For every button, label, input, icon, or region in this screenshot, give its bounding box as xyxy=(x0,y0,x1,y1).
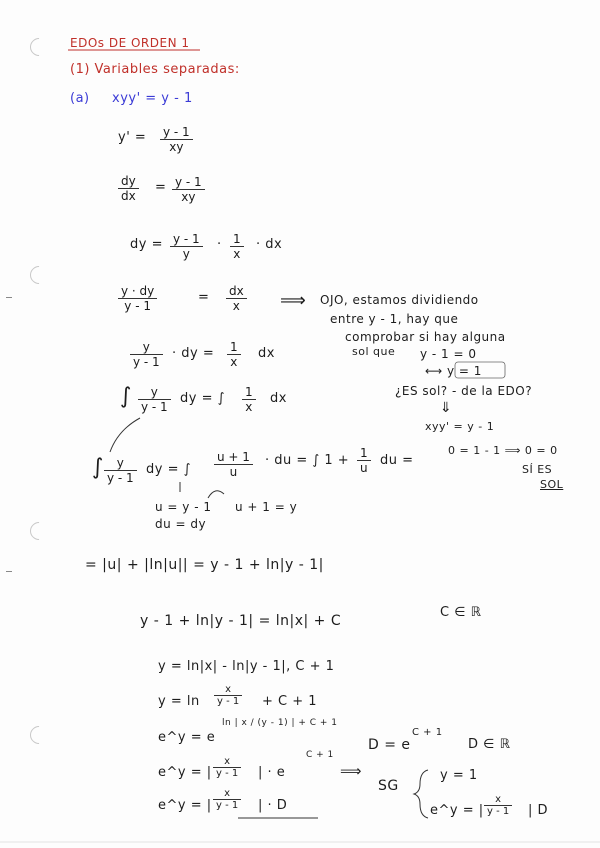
step-6-fraction-right: $\frac{1}{x}$ xyxy=(242,385,256,414)
sg-brace xyxy=(414,770,428,818)
step-14-tail: | · D xyxy=(258,798,288,813)
sub-arc xyxy=(208,491,224,498)
note-line-9: xyy' = y - 1 xyxy=(425,420,495,433)
step-9-constant: C ∈ ℝ xyxy=(440,605,482,620)
step-7-tail-1: · du = ∫ 1 + xyxy=(265,453,350,468)
step-13-tail: | · e xyxy=(258,765,286,780)
general-solution-label: SG xyxy=(378,778,399,794)
step-12-exponent: ln | x / (y - 1) | + C + 1 xyxy=(222,718,338,728)
note-line-3: comprobar si hay alguna xyxy=(345,330,506,344)
step-3-fraction-2: $\frac{1}{x}$ xyxy=(230,232,244,261)
step-6-tail: dx xyxy=(270,391,287,406)
integral-sign: ∫ xyxy=(92,455,104,480)
d-set: D ∈ ℝ xyxy=(468,737,511,752)
step-2-dydx: $\frac{dy}{dx}$ xyxy=(118,174,139,203)
note-line-5: y - 1 = 0 xyxy=(420,347,477,361)
note-line-10: 0 = 1 - 1 ⟹ 0 = 0 xyxy=(448,444,558,457)
step-14-fraction: $\frac{x}{y - 1}$ xyxy=(213,788,241,811)
step-7-u-fraction: $\frac{u + 1}{u}$ xyxy=(214,450,253,479)
d-definition-exponent: C + 1 xyxy=(412,727,443,738)
step-14-lhs: e^y = | xyxy=(158,798,212,813)
step-7-one-over-u: $\frac{1}{u}$ xyxy=(357,446,371,475)
boxed-y1 xyxy=(455,362,505,378)
implies-arrow: ⟹ xyxy=(340,762,363,780)
step-2-equals: = xyxy=(155,180,167,195)
step-5-tail: dx xyxy=(258,346,275,361)
substitution-3: du = dy xyxy=(155,517,207,531)
curve-arrow xyxy=(110,418,140,452)
substitution-2: u + 1 = y xyxy=(235,500,298,514)
integral-sign: ∫ xyxy=(120,384,132,409)
general-solution-line-1: y = 1 xyxy=(440,768,478,783)
step-1-fraction: $\frac{y - 1}{xy}$ xyxy=(160,125,193,154)
step-13-fraction: $\frac{x}{y - 1}$ xyxy=(213,756,241,779)
step-12-lhs: e^y = e xyxy=(158,730,216,745)
note-line-8: ⇓ xyxy=(440,400,453,416)
step-5-fraction-left: $\frac{y}{y - 1}$ xyxy=(130,340,163,369)
step-10: y = ln|x| - ln|y - 1|, C + 1 xyxy=(158,659,335,674)
step-7-mid: dy = ∫ xyxy=(146,462,191,477)
step-1-lhs: y' = xyxy=(118,130,147,145)
page-title: EDOs DE ORDEN 1 xyxy=(70,36,190,50)
step-7-tail-2: du = xyxy=(380,453,414,468)
item-label: (a) xyxy=(70,91,90,106)
step-7-fraction-left: $\frac{y}{y - 1}$ xyxy=(104,456,137,485)
step-3-lhs: dy = xyxy=(130,237,163,252)
step-5-mid: · dy = xyxy=(172,346,215,361)
note-line-4: sol que xyxy=(352,345,396,358)
note-line-6: ⟷ y = 1 xyxy=(425,364,482,378)
note-line-7: ¿ES sol? - de la EDO? xyxy=(395,384,533,398)
general-solution-line-2: e^y = | xyxy=(430,803,484,818)
step-11-lhs: y = ln xyxy=(158,694,200,709)
step-3-tail: · dx xyxy=(256,237,283,252)
general-solution-fraction: $\frac{x}{y - 1}$ xyxy=(484,794,512,817)
step-13-exponent: C + 1 xyxy=(306,750,334,760)
step-3-dot: · xyxy=(217,237,222,252)
step-13-lhs: e^y = | xyxy=(158,765,212,780)
implies-arrow: ⟹ xyxy=(280,290,307,311)
general-solution-tail: | D xyxy=(528,803,549,818)
step-5-fraction-right: $\frac{1}{x}$ xyxy=(227,340,241,369)
section-heading: (1) Variables separadas: xyxy=(70,62,240,77)
step-9: y - 1 + ln|y - 1| = ln|x| + C xyxy=(140,613,342,629)
step-3-fraction-1: $\frac{y - 1}{y}$ xyxy=(170,232,203,261)
note-line-2: entre y - 1, hay que xyxy=(330,312,459,326)
note-line-11: SÍ ES xyxy=(522,463,553,476)
step-4-equals: = xyxy=(198,290,210,305)
step-4-fraction-right: $\frac{dx}{x}$ xyxy=(226,284,247,313)
note-line-12: SOL xyxy=(540,478,564,491)
d-definition: D = e xyxy=(368,737,411,753)
substitution-1: u = y - 1 xyxy=(155,500,212,514)
step-6-fraction-left: $\frac{y}{y - 1}$ xyxy=(138,385,171,414)
step-6-mid: dy = ∫ xyxy=(180,391,225,406)
step-2-fraction: $\frac{y - 1}{xy}$ xyxy=(172,175,205,204)
note-line-1: OJO, estamos dividiendo xyxy=(320,293,479,307)
step-11-tail: + C + 1 xyxy=(262,694,318,709)
step-11-fraction: $\frac{x}{y - 1}$ xyxy=(214,684,242,707)
problem-equation: xyy' = y - 1 xyxy=(112,91,193,106)
step-4-fraction-left: $\frac{y \cdot dy}{y - 1}$ xyxy=(118,284,157,313)
step-8: = |u| + |ln|u|| = y - 1 + ln|y - 1| xyxy=(85,557,324,573)
